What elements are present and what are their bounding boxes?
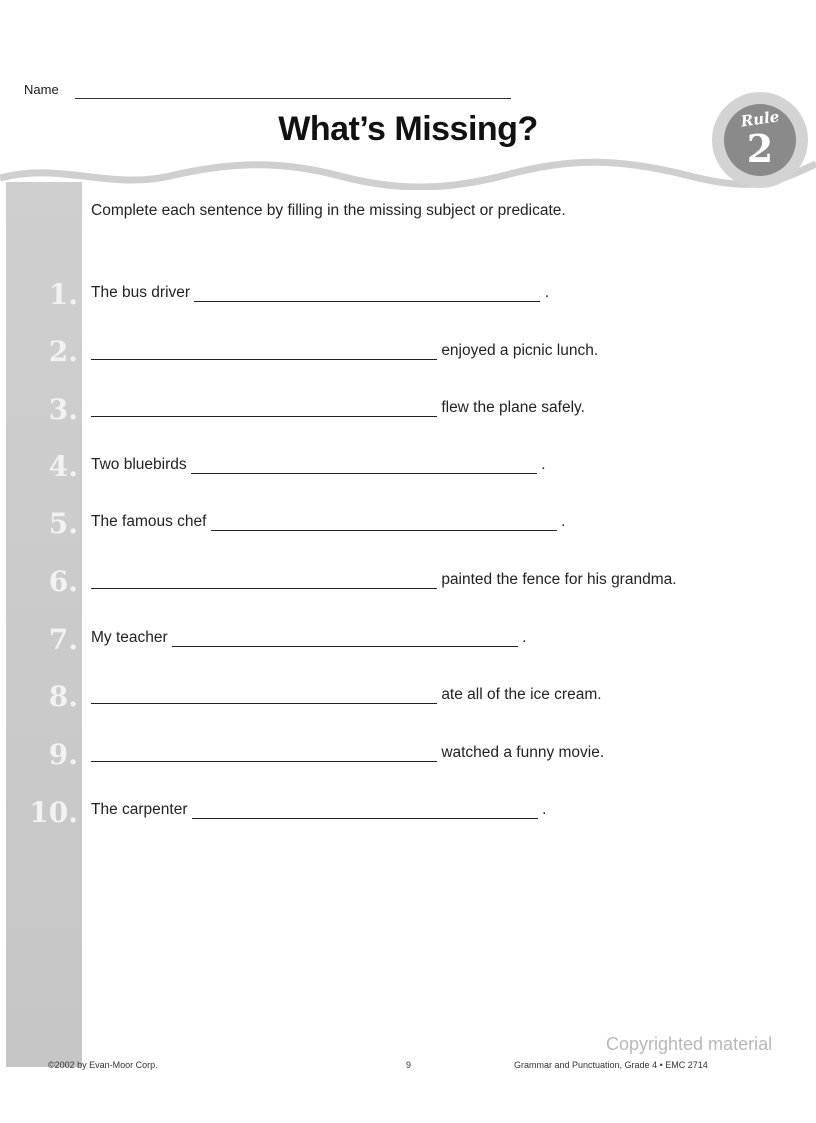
rule-word: Rule	[739, 107, 781, 131]
number-sidebar	[6, 182, 82, 1067]
sentence-start: My teacher	[91, 629, 168, 646]
rule-number: 2	[746, 126, 774, 171]
answer-blank[interactable]	[211, 516, 557, 531]
sentence-item	[91, 399, 585, 417]
sentence-item	[91, 801, 546, 819]
item-number: 5.	[48, 507, 78, 540]
sentence-end: .	[541, 456, 546, 473]
instructions: Complete each sentence by filling in the missing subject or predicate.	[91, 202, 566, 219]
answer-blank[interactable]	[191, 459, 537, 474]
sentence-item	[91, 284, 549, 302]
item-number: 6.	[48, 565, 78, 598]
item-number: 3.	[48, 393, 78, 426]
item-number: 9.	[48, 738, 78, 771]
sentence-start: The bus driver	[91, 284, 191, 301]
sentence-start: The carpenter	[91, 801, 188, 818]
answer-blank[interactable]	[91, 345, 437, 360]
title-wave-decoration	[0, 150, 816, 190]
footer-book-info: Grammar and Punctuation, Grade 4 • EMC 2714	[514, 1060, 708, 1070]
answer-blank[interactable]	[91, 747, 437, 762]
sentence-end: .	[542, 801, 547, 818]
sentence-end: ate all of the ice cream.	[441, 686, 602, 703]
answer-blank[interactable]	[91, 574, 437, 589]
answer-blank[interactable]	[172, 632, 518, 647]
answer-blank[interactable]	[194, 287, 540, 302]
item-number: 10.	[29, 796, 78, 829]
sentence-end: .	[522, 629, 527, 646]
sentence-item	[91, 456, 546, 474]
sentence-item	[91, 629, 527, 647]
rule-badge-inner	[724, 104, 796, 176]
sentence-item	[91, 342, 598, 360]
name-line	[75, 98, 511, 99]
answer-blank[interactable]	[91, 689, 437, 704]
answer-blank[interactable]	[91, 402, 437, 417]
footer-page-number: 9	[406, 1060, 412, 1070]
sentence-item	[91, 571, 677, 589]
item-number: 8.	[48, 680, 78, 713]
sentence-item	[91, 744, 604, 762]
sentence-start: The famous chef	[91, 513, 207, 530]
sentence-end: .	[561, 513, 566, 530]
watermark: Copyrighted material	[606, 1034, 773, 1054]
rule-badge	[712, 92, 808, 188]
sentence-start: Two bluebirds	[91, 456, 187, 473]
answer-blank[interactable]	[192, 804, 538, 819]
sentence-item	[91, 686, 602, 704]
sentence-end: .	[544, 284, 550, 301]
item-number: 4.	[48, 450, 78, 483]
sentence-end: enjoyed a picnic lunch.	[441, 342, 599, 359]
sentence-end: watched a funny movie.	[441, 744, 605, 761]
sentence-item	[91, 513, 565, 531]
item-number: 1.	[48, 278, 78, 311]
footer-copyright: ©2002 by Evan-Moor Corp.	[48, 1060, 158, 1070]
item-number: 2.	[48, 335, 78, 368]
sentence-end: painted the fence for his grandma.	[441, 571, 677, 588]
item-number: 7.	[48, 623, 78, 656]
sentence-end: flew the plane safely.	[441, 399, 585, 416]
page-title: What’s Missing?	[278, 110, 538, 148]
name-label: Name	[24, 82, 59, 97]
